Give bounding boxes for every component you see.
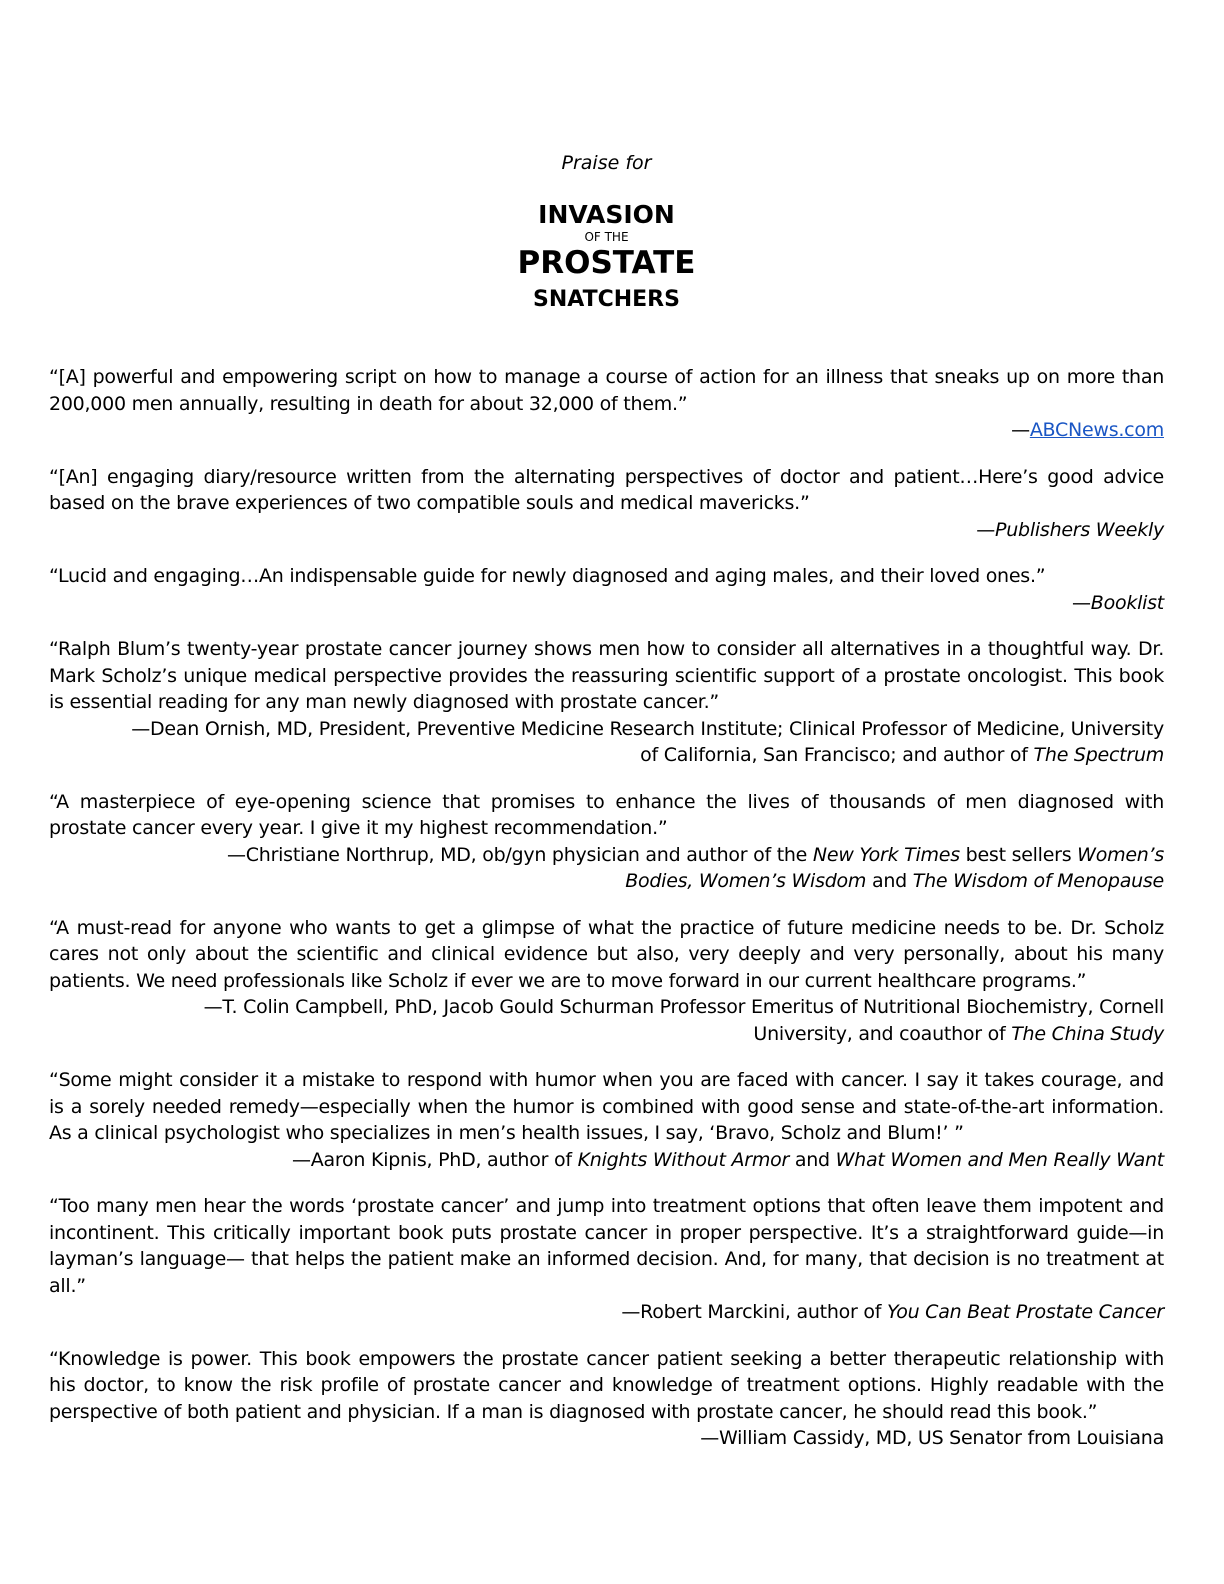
attribution-book: The China Study xyxy=(1011,1022,1164,1045)
quote-text: “Lucid and engaging…An indispensable guide for newly diagnosed and aging males, and their loved ones.” xyxy=(49,565,1046,587)
quote-item xyxy=(49,1346,1164,1452)
praise-page xyxy=(49,150,1164,1472)
attribution-book: Knights Without Armor xyxy=(577,1148,790,1171)
attribution-book: The Wisdom of Menopause xyxy=(912,870,1164,892)
quote-text: “[A] powerful and empowering script on how to manage a course of action for an illness that sneaks up on more than 200,000 men annually, resulting in death for about 32,000 of them.” xyxy=(49,366,1164,415)
quotes-list xyxy=(49,364,1164,1452)
header xyxy=(49,150,1164,318)
attribution-book: What Women and Men Really Want xyxy=(835,1148,1164,1171)
title-line-prostate: PROSTATE xyxy=(517,245,696,281)
attribution-source: Booklist xyxy=(1090,591,1164,614)
book-title xyxy=(49,200,1164,318)
quote-attribution xyxy=(49,716,1164,769)
attribution-dash: — xyxy=(1072,591,1091,614)
quote-item xyxy=(49,636,1164,769)
quote-attribution xyxy=(49,994,1164,1047)
quote-item xyxy=(49,464,1164,544)
attribution-source: Publishers Weekly xyxy=(995,518,1164,541)
quote-attribution xyxy=(49,1299,1164,1326)
attribution-text: —Christiane Northrup, MD, ob/gyn physician and author of the xyxy=(227,843,813,866)
quote-attribution xyxy=(49,1425,1164,1452)
abcnews-link[interactable]: ABCNews.com xyxy=(1029,419,1164,441)
quote-item xyxy=(49,1067,1164,1173)
quote-attribution xyxy=(49,1147,1164,1174)
attribution-book: The Spectrum xyxy=(1033,744,1164,766)
quote-text: “A masterpiece of eye-opening science that promises to enhance the lives of thousands of men diagnosed with prostate cancer every year. I give it my highest recommendation.” xyxy=(49,790,1164,839)
quote-text: “Some might consider it a mistake to respond with humor when you are faced with cancer. I say it takes courage, and is a sorely needed remedy—especially when the humor is combined with good sense and state-of-the-art information. As a clinical psychologist who specializes in men’s health issues, I say, ‘Bravo, Scholz and Blum!’ ” xyxy=(49,1069,1164,1144)
quote-text: “[An] engaging diary/resource written from the alternating perspectives of doctor and patient…Here’s good advice based on the brave experiences of two compatible souls and medical mavericks.” xyxy=(49,465,1164,514)
title-line-invasion: INVASION xyxy=(538,200,675,229)
title-line-snatchers: SNATCHERS xyxy=(533,287,680,312)
quote-text: “Knowledge is power. This book empowers the prostate cancer patient seeking a better therapeutic relationship with his doctor, to know the risk profile of prostate cancer and knowledge of treatment options. Highly readable with the perspective of both patient and physician. If a man is diagnosed with prostate cancer, he should read this book.” xyxy=(49,1347,1164,1423)
quote-item xyxy=(49,789,1164,895)
quote-item xyxy=(49,915,1164,1048)
attribution-book: Women’s Bodies, Women’s Wisdom xyxy=(625,843,1164,892)
title-line-of-the: OF THE xyxy=(584,230,629,244)
attribution-mid: best sellers xyxy=(959,843,1078,866)
attribution-book: You Can Beat Prostate Cancer xyxy=(886,1301,1164,1323)
attribution-text: —Dean Ornish, MD, President, Preventive Medicine Research Institute; Clinical Professor of Medicine, University of California, San Francisco; and author of xyxy=(131,717,1164,766)
attribution-text: —Aaron Kipnis, PhD, author of xyxy=(292,1148,578,1171)
attribution-text: —William Cassidy, MD, US Senator from Louisiana xyxy=(700,1427,1164,1449)
quote-item xyxy=(49,364,1164,444)
attribution-text: —Robert Marckini, author of xyxy=(621,1301,887,1323)
attribution-dash: — xyxy=(976,518,996,541)
attribution-and: and xyxy=(789,1148,836,1171)
quote-text: “A must-read for anyone who wants to get a glimpse of what the practice of future medicine needs to be. Dr. Scholz cares not only about the scientific and clinical evidence but also, very deeply and very personally, about his many patients. We need professionals like Scholz if ever we are to move forward in our current healthcare programs.” xyxy=(49,916,1164,992)
attribution-publication: New York Times xyxy=(812,843,960,866)
attribution-text: —T. Colin Campbell, PhD, Jacob Gould Schurman Professor Emeritus of Nutritional Biochemistry, Cornell University, and coauthor of xyxy=(203,996,1164,1045)
quote-attribution xyxy=(49,842,1164,895)
quote-text: “Ralph Blum’s twenty-year prostate cancer journey shows men how to consider all alternatives in a thoughtful way. Dr. Mark Scholz’s unique medical perspective provides the reassuring scientific support of a prostate oncologist. This book is essential reading for any man newly diagnosed with prostate cancer.” xyxy=(49,638,1164,713)
quote-text: “Too many men hear the words ‘prostate cancer’ and jump into treatment options that often leave them impotent and incontinent. This critically important book puts prostate cancer in proper perspective. It’s a straightforward guide—in layman’s language— that helps the patient make an informed decision. And, for many, that decision is no treatment at all.” xyxy=(49,1195,1164,1297)
praise-for-label: Praise for xyxy=(561,152,652,174)
quote-item xyxy=(49,563,1164,616)
attribution-and: and xyxy=(866,870,913,892)
quote-attribution xyxy=(49,517,1164,544)
quote-item xyxy=(49,1193,1164,1326)
quote-attribution xyxy=(49,590,1164,617)
quote-attribution xyxy=(49,417,1164,444)
attribution-dash: — xyxy=(1011,419,1030,441)
